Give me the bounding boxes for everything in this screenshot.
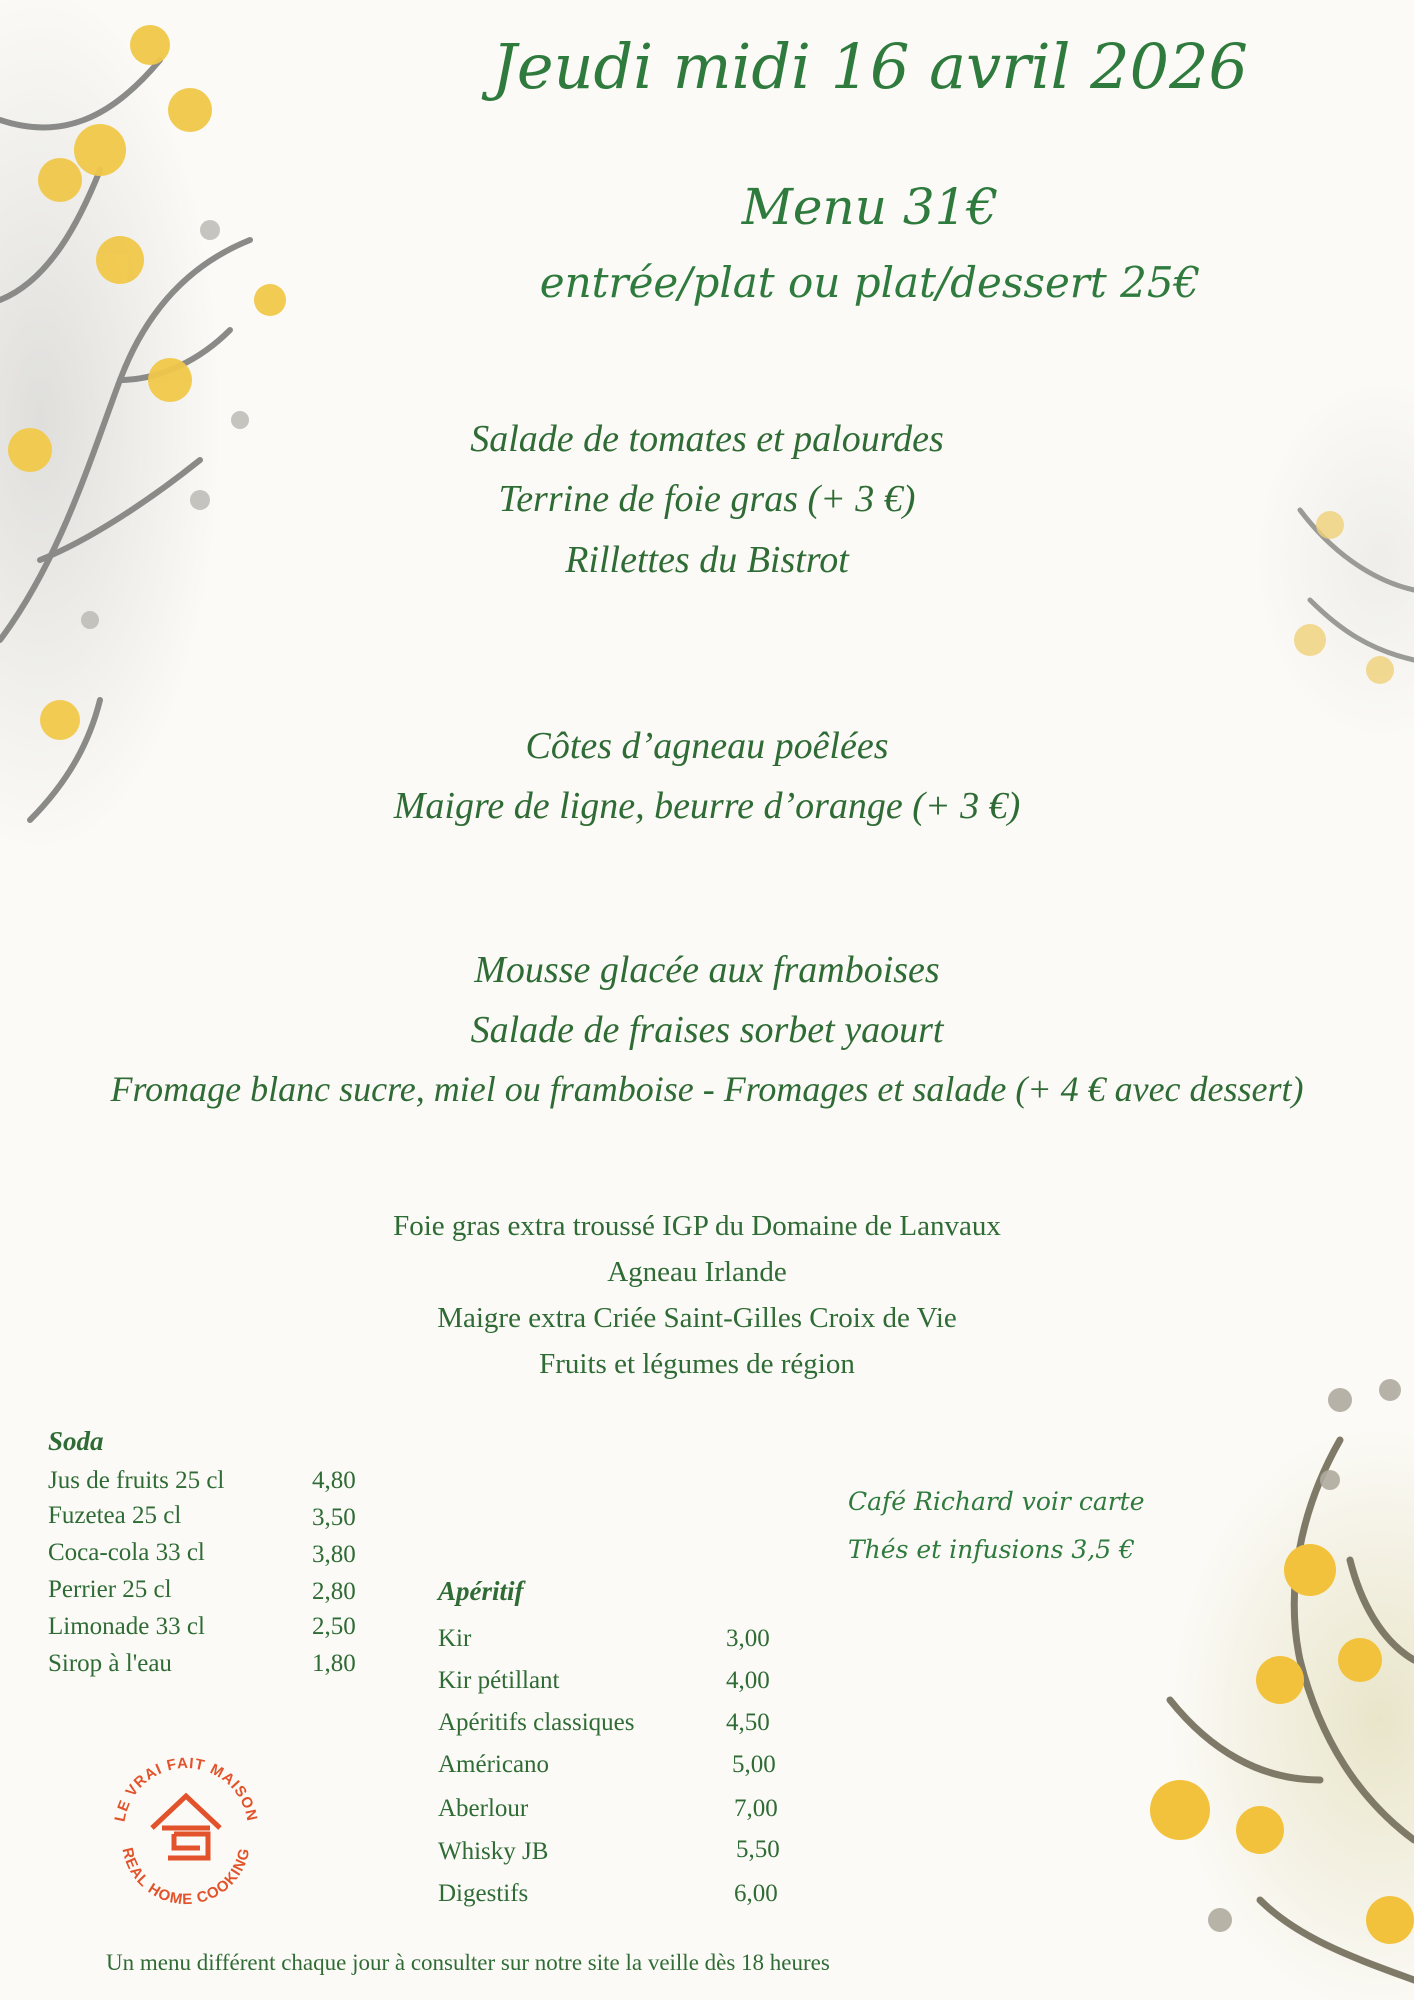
origin-line: Fruits et légumes de région [539,1348,855,1380]
aperitif-name: Kir [438,1625,472,1652]
aperitif-name: Apéritifs classiques [438,1709,635,1736]
coffee-line: Café Richard voir carte [848,1487,1145,1516]
soda-price: 2,80 [312,1578,356,1605]
logo-top-text: LE VRAI FAIT MAISON [111,1754,261,1824]
svg-text:LE VRAI FAIT MAISON [112,1755,261,1823]
entree-item: Salade de tomates et palourdes [470,418,944,460]
house-icon [152,1796,220,1858]
soda-name: Coca-cola 33 cl [48,1539,205,1566]
aperitif-name: Américano [438,1751,550,1778]
soda-name: Fuzetea 25 cl [48,1502,182,1529]
fait-maison-logo [96,1730,276,1910]
soda-name: Sirop à l'eau [48,1650,172,1677]
blossom-branch-bottom-right-decoration [1060,1360,1414,2000]
dessert-item: Salade de fraises sorbet yaourt [470,1009,944,1051]
entree-item: Rillettes du Bistrot [565,539,849,581]
plat-item: Côtes d’agneau poêlées [525,725,889,767]
entree-item: Terrine de foie gras (+ 3 €) [498,478,916,520]
tea-line: Thés et infusions 3,5 € [848,1535,1135,1564]
soda-name: Perrier 25 cl [48,1576,172,1603]
aperitif-price: 5,00 [732,1751,776,1778]
soda-name: Limonade 33 cl [48,1613,205,1640]
origin-line: Foie gras extra troussé IGP du Domaine de Lanvaux [393,1210,1001,1242]
aperitif-name: Aberlour [438,1795,529,1822]
aperitif-name: Kir pétillant [438,1667,560,1694]
svg-text:REAL HOME COOKING [118,1846,253,1908]
plat-item: Maigre de ligne, beurre d’orange (+ 3 €) [393,785,1021,827]
dessert-item: Fromage blanc sucre, miel ou framboise - Fromages et salade (+ 4 € avec dessert) [110,1069,1304,1109]
soda-price: 4,80 [312,1467,356,1494]
footer-note: Un menu différent chaque jour à consulter sur notre site la veille dès 18 heures [106,1950,830,1975]
aperitif-name: Digestifs [438,1880,529,1907]
aperitif-name: Whisky JB [438,1838,549,1865]
menu-formula: entrée/plat ou plat/dessert 25€ [539,258,1201,307]
aperitif-price: 6,00 [734,1880,778,1907]
soda-price: 3,80 [312,1541,356,1568]
logo-bottom-text: REAL HOME COOKING [118,1845,254,1909]
soda-price: 3,50 [312,1504,356,1531]
dessert-item: Mousse glacée aux framboises [474,949,940,991]
date-title: Jeudi midi 16 avril 2026 [492,30,1248,103]
aperitif-price: 5,50 [736,1836,780,1863]
menu-price: Menu 31€ [741,178,999,236]
origin-line: Maigre extra Criée Saint-Gilles Croix de Vie [437,1302,957,1334]
aperitif-price: 4,50 [726,1709,770,1736]
soda-price: 2,50 [312,1613,356,1640]
soda-name: Jus de fruits 25 cl [48,1467,225,1494]
aperitif-price: 3,00 [726,1625,770,1652]
aperitif-title: Apéritif [438,1576,524,1606]
soda-title: Soda [48,1426,104,1456]
aperitif-price: 7,00 [734,1795,778,1822]
origin-line: Agneau Irlande [607,1256,787,1288]
soda-price: 1,80 [312,1650,356,1677]
aperitif-price: 4,00 [726,1667,770,1694]
